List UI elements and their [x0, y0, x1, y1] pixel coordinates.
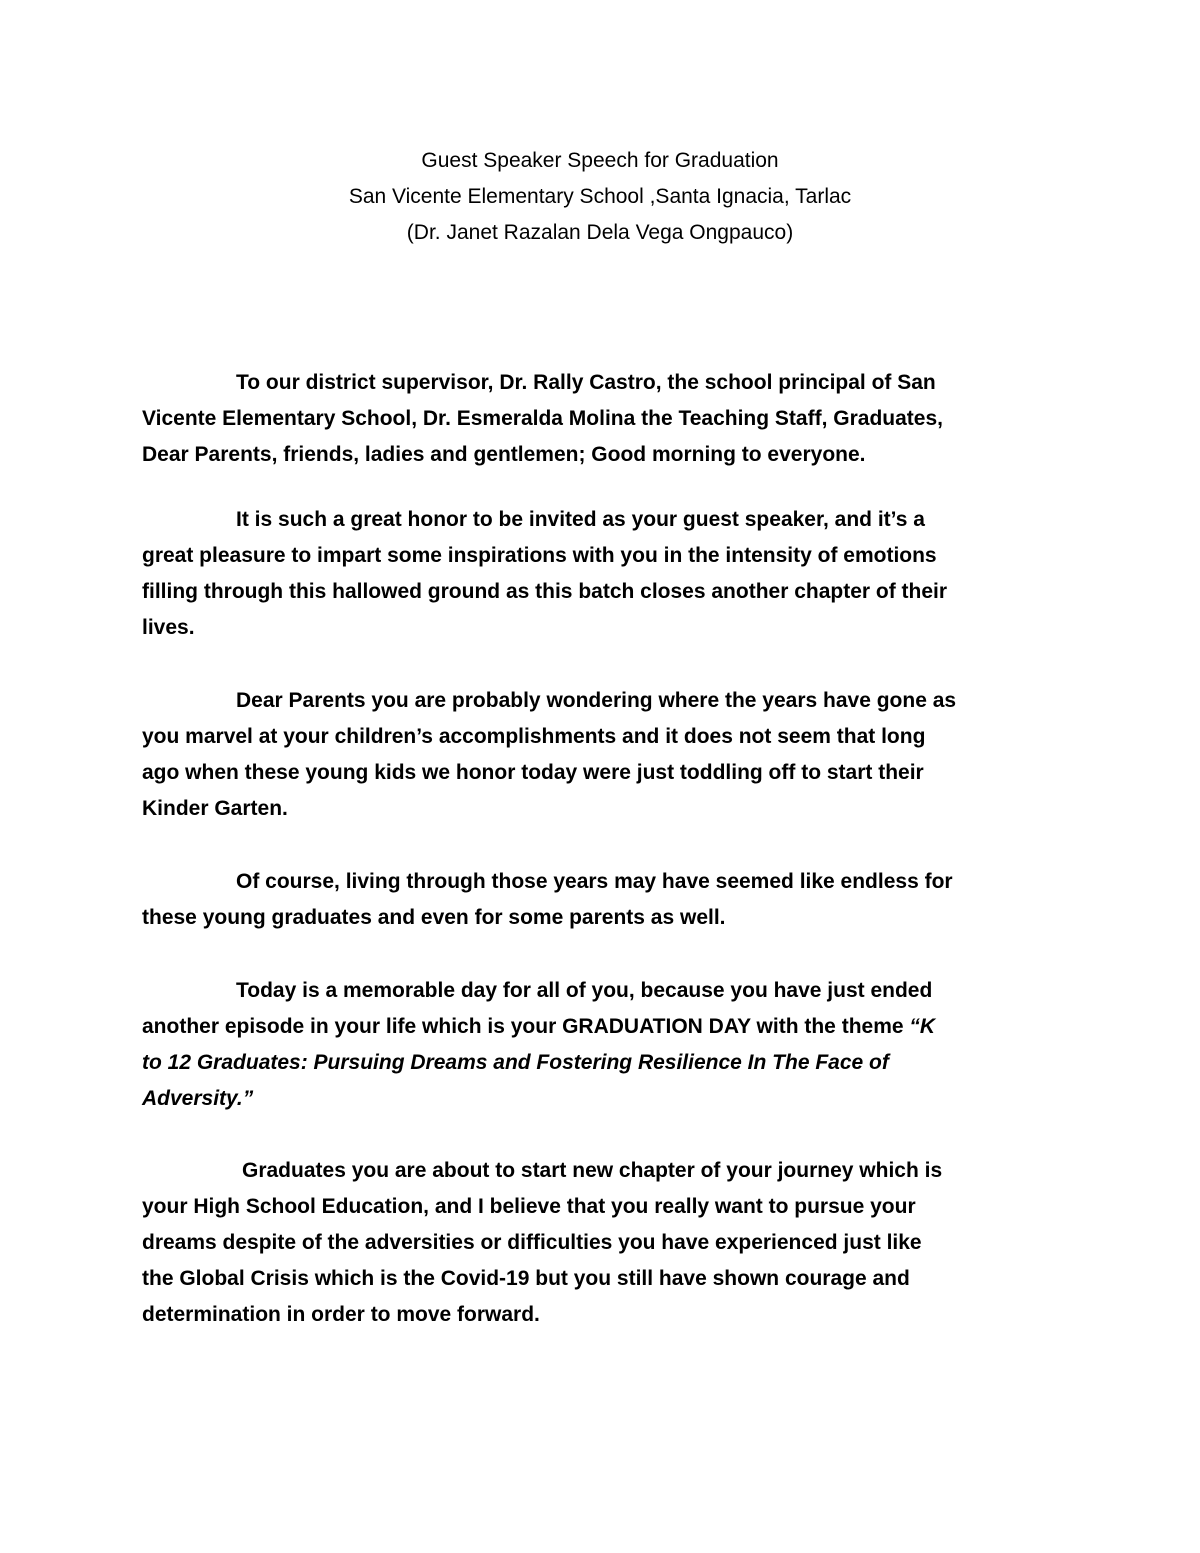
paragraph-line: Dear Parents, friends, ladies and gentlemen; Good morning to everyone. [142, 443, 866, 466]
theme-quote-start: “K [909, 1015, 936, 1038]
paragraph-line: To our district supervisor, Dr. Rally Castro, the school principal of San [236, 371, 936, 394]
paragraph-line: the Global Crisis which is the Covid-19 but you still have shown courage and [142, 1267, 910, 1290]
paragraph-line: Today is a memorable day for all of you, because you have just ended [236, 979, 933, 1002]
paragraph-line: great pleasure to impart some inspirations with you in the intensity of emotions [142, 544, 937, 567]
theme-text: to 12 Graduates: Pursuing Dreams and Fostering Resilience In The Face of [142, 1051, 889, 1074]
paragraph-years [142, 864, 1062, 936]
paragraph-line: Graduates you are about to start new chapter of your journey which is [242, 1159, 943, 1182]
paragraph-line: Dear Parents you are probably wondering where the years have gone as [236, 689, 957, 712]
speech-title: Guest Speaker Speech for Graduation [421, 149, 779, 172]
paragraph-line: It is such a great honor to be invited as your guest speaker, and it’s a [236, 508, 925, 531]
paragraph-line: your High School Education, and I believe that you really want to pursue your [142, 1195, 916, 1218]
paragraph-line: you marvel at your children’s accomplishments and it does not seem that long [142, 725, 926, 748]
paragraph-line: ago when these young kids we honor today were just toddling off to start their [142, 761, 924, 784]
paragraph-line: determination in order to move forward. [142, 1303, 540, 1326]
paragraph-line [142, 1009, 1062, 1045]
school-name: San Vicente Elementary School ,Santa Ignacia, Tarlac [348, 185, 852, 208]
paragraph-graduates [142, 1153, 1062, 1333]
paragraph-line: lives. [142, 616, 195, 639]
paragraph-line: Kinder Garten. [142, 797, 288, 820]
theme-text-end: Adversity.” [142, 1087, 254, 1110]
paragraph-line: Vicente Elementary School, Dr. Esmeralda Molina the Teaching Staff, Graduates, [142, 407, 943, 430]
speaker-name: (Dr. Janet Razalan Dela Vega Ongpauco) [406, 221, 794, 244]
paragraph-line: these young graduates and even for some parents as well. [142, 906, 726, 929]
document-header [0, 143, 1200, 251]
paragraph-parents [142, 683, 1062, 827]
paragraph-line: Of course, living through those years may have seemed like endless for [236, 870, 953, 893]
theme-lead-text: another episode in your life which is your GRADUATION DAY with the theme [142, 1015, 910, 1038]
paragraph-theme [142, 973, 1062, 1117]
paragraph-honor [142, 502, 1062, 646]
paragraph-line: dreams despite of the adversities or difficulties you have experienced just like [142, 1231, 922, 1254]
paragraph-line: filling through this hallowed ground as this batch closes another chapter of their [142, 580, 948, 603]
paragraph-greeting [142, 365, 1062, 473]
